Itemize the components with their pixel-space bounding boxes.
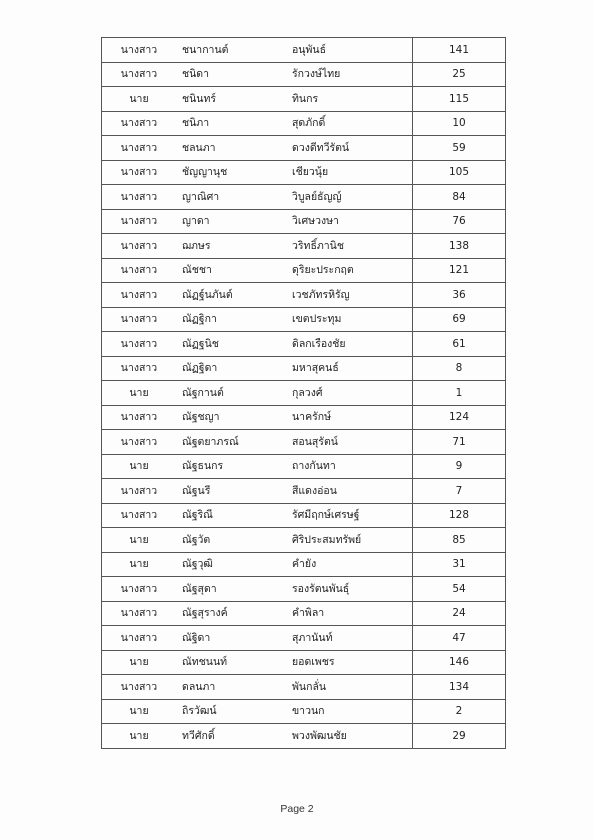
- table-row: [102, 307, 506, 332]
- title-cell: นางสาว: [102, 136, 177, 161]
- table-row: [102, 283, 506, 308]
- number-cell: 146: [413, 650, 506, 675]
- table-row: [102, 601, 506, 626]
- number-cell: 85: [413, 528, 506, 553]
- table-row: [102, 552, 506, 577]
- last-name-cell: คำยัง: [284, 552, 413, 577]
- first-name-cell: ณัฏฐิดา: [176, 356, 284, 381]
- table-row: [102, 454, 506, 479]
- first-name-cell: ณัฐกานต์: [176, 381, 284, 406]
- table-row: [102, 503, 506, 528]
- table-row: [102, 332, 506, 357]
- first-name-cell: ณัฐตยาภรณ์: [176, 430, 284, 455]
- first-name-cell: ณัทชนนท์: [176, 650, 284, 675]
- last-name-cell: สุดภักดิ์: [284, 111, 413, 136]
- number-cell: 138: [413, 234, 506, 259]
- first-name-cell: ณัฐริณี: [176, 503, 284, 528]
- table-row: [102, 87, 506, 112]
- last-name-cell: วิเศษวงษา: [284, 209, 413, 234]
- first-name-cell: ญาณิศา: [176, 185, 284, 210]
- first-name-cell: ณัฐวุฒิ: [176, 552, 284, 577]
- title-cell: นางสาว: [102, 332, 177, 357]
- last-name-cell: รักวงษ์ไทย: [284, 62, 413, 87]
- last-name-cell: รัศมีฤกษ์เศรษฐ์: [284, 503, 413, 528]
- last-name-cell: เชียวนุ้ย: [284, 160, 413, 185]
- first-name-cell: ณัฐสุรางค์: [176, 601, 284, 626]
- number-cell: 47: [413, 626, 506, 651]
- table-row: [102, 234, 506, 259]
- first-name-cell: ทวีศักดิ์: [176, 724, 284, 749]
- title-cell: นางสาว: [102, 577, 177, 602]
- title-cell: นางสาว: [102, 626, 177, 651]
- first-name-cell: ณัฐสุดา: [176, 577, 284, 602]
- title-cell: นาย: [102, 724, 177, 749]
- number-cell: 76: [413, 209, 506, 234]
- number-cell: 128: [413, 503, 506, 528]
- first-name-cell: ชนิภา: [176, 111, 284, 136]
- last-name-cell: ดิลกเรืองชัย: [284, 332, 413, 357]
- number-cell: 124: [413, 405, 506, 430]
- number-cell: 141: [413, 38, 506, 63]
- last-name-cell: ดวงดีทวีรัตน์: [284, 136, 413, 161]
- last-name-cell: วริทธิ์ภานิช: [284, 234, 413, 259]
- title-cell: นางสาว: [102, 111, 177, 136]
- first-name-cell: ชนิดา: [176, 62, 284, 87]
- number-cell: 61: [413, 332, 506, 357]
- first-name-cell: ณัฏฐ์นภันต์: [176, 283, 284, 308]
- last-name-cell: สอนสุรัตน์: [284, 430, 413, 455]
- number-cell: 115: [413, 87, 506, 112]
- table-row: [102, 650, 506, 675]
- last-name-cell: นาครักษ์: [284, 405, 413, 430]
- title-cell: นาย: [102, 454, 177, 479]
- number-cell: 31: [413, 552, 506, 577]
- table-row: [102, 111, 506, 136]
- last-name-cell: ศิริประสมทรัพย์: [284, 528, 413, 553]
- table-row: [102, 724, 506, 749]
- title-cell: นาย: [102, 650, 177, 675]
- table-row: [102, 699, 506, 724]
- title-cell: นางสาว: [102, 283, 177, 308]
- last-name-cell: รองรัตนพันธุ์: [284, 577, 413, 602]
- last-name-cell: มหาสุคนธ์: [284, 356, 413, 381]
- first-name-cell: ณัชชา: [176, 258, 284, 283]
- table-row: [102, 136, 506, 161]
- table-row: [102, 405, 506, 430]
- title-cell: นางสาว: [102, 356, 177, 381]
- number-cell: 121: [413, 258, 506, 283]
- first-name-cell: ญาดา: [176, 209, 284, 234]
- number-cell: 36: [413, 283, 506, 308]
- first-name-cell: ชลนภา: [176, 136, 284, 161]
- title-cell: นางสาว: [102, 160, 177, 185]
- number-cell: 9: [413, 454, 506, 479]
- table-row: [102, 479, 506, 504]
- last-name-cell: ขาวนก: [284, 699, 413, 724]
- title-cell: นางสาว: [102, 185, 177, 210]
- title-cell: นางสาว: [102, 209, 177, 234]
- table-row: [102, 258, 506, 283]
- last-name-cell: เขตประทุม: [284, 307, 413, 332]
- table-row: [102, 626, 506, 651]
- first-name-cell: ณัฐชญา: [176, 405, 284, 430]
- table-row: [102, 430, 506, 455]
- last-name-cell: ยอดเพชร: [284, 650, 413, 675]
- table-row: [102, 528, 506, 553]
- number-cell: 1: [413, 381, 506, 406]
- title-cell: นางสาว: [102, 675, 177, 700]
- last-name-cell: ดุริยะประกฤต: [284, 258, 413, 283]
- first-name-cell: ณัฐวัต: [176, 528, 284, 553]
- number-cell: 105: [413, 160, 506, 185]
- number-cell: 10: [413, 111, 506, 136]
- last-name-cell: อนุพันธ์: [284, 38, 413, 63]
- last-name-cell: พวงพัฒนชัย: [284, 724, 413, 749]
- last-name-cell: พันกลั่น: [284, 675, 413, 700]
- title-cell: นางสาว: [102, 405, 177, 430]
- title-cell: นางสาว: [102, 234, 177, 259]
- last-name-cell: วิบูลย์ธัญญ์: [284, 185, 413, 210]
- table-row: [102, 185, 506, 210]
- title-cell: นางสาว: [102, 479, 177, 504]
- title-cell: นาย: [102, 699, 177, 724]
- number-cell: 84: [413, 185, 506, 210]
- first-name-cell: ดลนภา: [176, 675, 284, 700]
- name-list-table: [101, 37, 506, 749]
- page-footer: Page 2: [280, 803, 314, 815]
- number-cell: 54: [413, 577, 506, 602]
- first-name-cell: ณัฐิดา: [176, 626, 284, 651]
- table-row: [102, 160, 506, 185]
- first-name-cell: ฌภษร: [176, 234, 284, 259]
- number-cell: 71: [413, 430, 506, 455]
- last-name-cell: ถางกันทา: [284, 454, 413, 479]
- first-name-cell: ณัฏฐิกา: [176, 307, 284, 332]
- first-name-cell: ชนากานต์: [176, 38, 284, 63]
- first-name-cell: ณัฐนรี: [176, 479, 284, 504]
- first-name-cell: ณัฏฐนิช: [176, 332, 284, 357]
- title-cell: นางสาว: [102, 307, 177, 332]
- first-name-cell: ชนินทร์: [176, 87, 284, 112]
- first-name-cell: ถิรวัฒน์: [176, 699, 284, 724]
- last-name-cell: สีแดงอ่อน: [284, 479, 413, 504]
- number-cell: 29: [413, 724, 506, 749]
- last-name-cell: คำพิลา: [284, 601, 413, 626]
- last-name-cell: เวชภัทรหิรัญ: [284, 283, 413, 308]
- title-cell: นางสาว: [102, 38, 177, 63]
- table-row: [102, 209, 506, 234]
- title-cell: นางสาว: [102, 601, 177, 626]
- title-cell: นาย: [102, 552, 177, 577]
- first-name-cell: ณัฐธนกร: [176, 454, 284, 479]
- first-name-cell: ชัญญานุช: [176, 160, 284, 185]
- title-cell: นางสาว: [102, 258, 177, 283]
- title-cell: นางสาว: [102, 62, 177, 87]
- number-cell: 2: [413, 699, 506, 724]
- title-cell: นาย: [102, 87, 177, 112]
- number-cell: 59: [413, 136, 506, 161]
- table-row: [102, 62, 506, 87]
- number-cell: 69: [413, 307, 506, 332]
- title-cell: นาย: [102, 528, 177, 553]
- table-row: [102, 356, 506, 381]
- table-row: [102, 675, 506, 700]
- number-cell: 8: [413, 356, 506, 381]
- table-row: [102, 38, 506, 63]
- number-cell: 7: [413, 479, 506, 504]
- last-name-cell: กุลวงศ์: [284, 381, 413, 406]
- table-row: [102, 577, 506, 602]
- title-cell: นาย: [102, 381, 177, 406]
- title-cell: นางสาว: [102, 503, 177, 528]
- number-cell: 25: [413, 62, 506, 87]
- number-cell: 134: [413, 675, 506, 700]
- title-cell: นางสาว: [102, 430, 177, 455]
- last-name-cell: ทินกร: [284, 87, 413, 112]
- table-row: [102, 381, 506, 406]
- last-name-cell: สุภานันท์: [284, 626, 413, 651]
- number-cell: 24: [413, 601, 506, 626]
